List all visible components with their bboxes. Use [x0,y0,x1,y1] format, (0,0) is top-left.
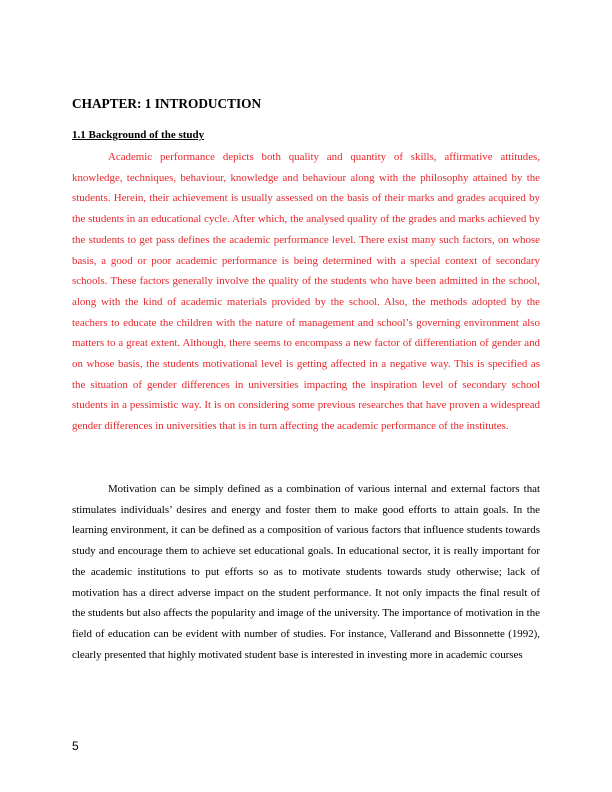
section-title: 1.1 Background of the study [72,129,205,141]
paragraph-academic-performance: Academic performance depicts both quality and quantity of skills, affirmative attitudes, knowledge, techniques, behaviour, knowledge and behaviour along with the philosophy attained by the students. Herein, their achievement is usually assessed on the basis of their marks and grades acquired by the students in an educational cycle. After which, the analysed quality of the grades and marks achieved by the students to get pass defines the academic performance level. There exist many such factors, on whose basis, a good or poor academic performance is being determined with a special context of secondary schools. These factors generally involve the quality of the students who have been admitted in the school, along with the kind of academic materials provided by the school. Also, the methods adopted by the teachers to educate the children with the nature of management and school’s governing environment also matters to a great extent. Although, there seems to encompass a new factor of differentiation of gender and on whose basis, the students motivational level is getting affected in a negative way. This is specified as the situation of gender differences in universities impacting the inspiration level of secondary school students in a pessimistic way. It is on considering some previous researches that have proven a widespread gender differences in universities that is in turn affecting the academic performance of the institutes. [72,151,540,433]
page-number: 5 [72,739,79,753]
chapter-title: CHAPTER: 1 INTRODUCTION [72,96,262,111]
paragraph-motivation: Motivation can be simply defined as a combination of various internal and external factors that stimulates individuals’ desires and energy and foster them to make good efforts to attain goals. In the learning environment, it can be defined as a composition of various factors that influence students towards study and encourage them to achieve set educational goals. In educational sector, it is really important for the academic institutions to put efforts so as to motivate students towards study otherwise; lack of motivation has a direct adverse impact on the student performance. It not only impacts the final result of the students but also affects the popularity and image of the university. The importance of motivation in the field of education can be evident with number of studies. For instance, Vallerand and Bissonnette (1992), clearly presented that highly motivated student base is interested in investing more in academic courses [72,483,540,661]
